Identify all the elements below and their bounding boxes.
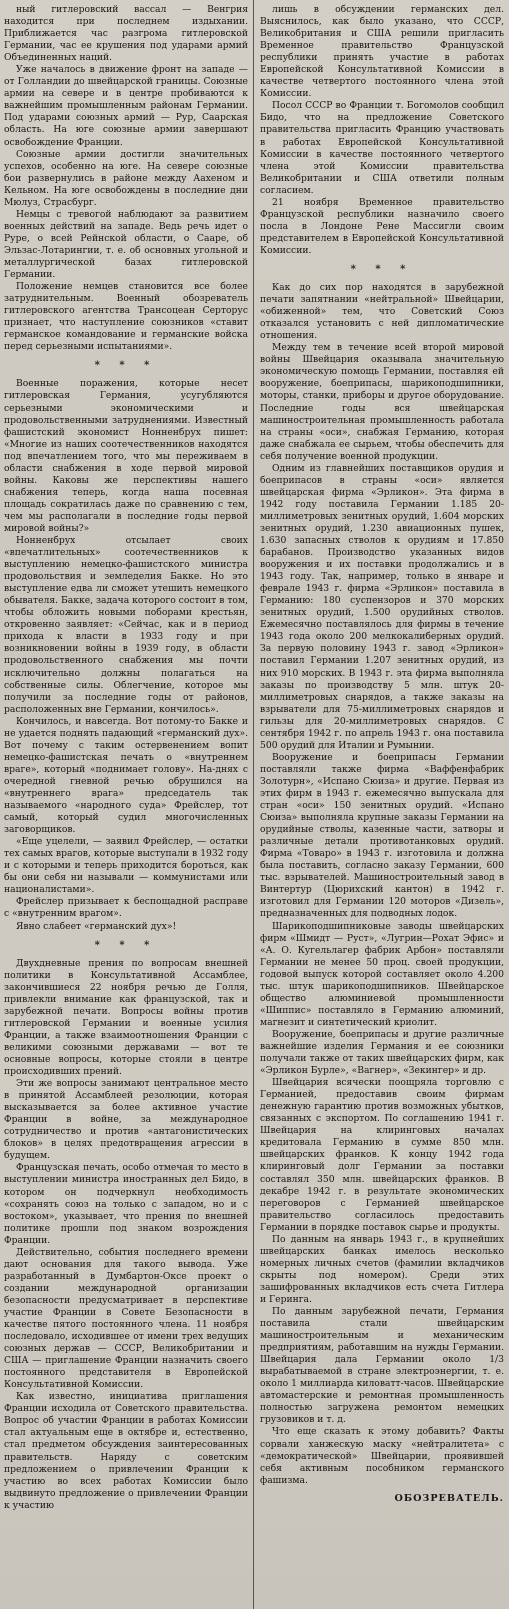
paragraph: ный гитлеровский вассал — Венгрия находится при последнем издыхании. Приближается час разгрома гитлеровской Германии, час ее крушения под ударами армий Объединенных наций. (4, 4, 248, 64)
paragraph: Явно слабеет «германский дух»! (16, 920, 177, 932)
paragraph: лишь в обсуждении германских дел. Выяснилось, как было указано, что СССР, Великобритания и США решили пригласить Временное правительство Французской республики принять участие в работах Европейской Консультативной Комиссии в качестве четвертого постоянного члена этой Комиссии. (260, 4, 504, 100)
paragraph: Французская печать, особо отмечая то место в выступлении министра иностранных дел Бидо, в котором он подчеркнул необходимость «сохранять союз на только с западом, но и с востоком», указывает, что прения по внешней политике прошли под знаком возрождения Франции. (4, 1162, 248, 1246)
paragraph: Союзные армии достигли значительных успехов, особенно на юге. На севере союзные бои развернулись в районе между Аахеном и Кельном. На юге освобождены в последние дни Мюлуз, Страсбург. (4, 148, 248, 208)
paragraph: Уже началось в движение фронт на западе — от Голландии до швейцарской границы. Союзные армии на севере и в центре пробиваются к важнейшим промышленным районам Германии. Под ударами союзных армий — Рур, Саарская область. На юге союзные армии завершают освобождение Франции. (4, 64, 248, 148)
section-separator: * * * (94, 939, 158, 951)
paragraph: Как известно, инициатива приглашения Франции исходила от Советского правительства. Вопрос об участии Франции в работах Комиссии стал актуальным еще в октябре и, естественно, стал предметом обсуждения заинтересованных правительств. Наряду с советским предложением о привлечении Франции к участию во всех работах Комиссии было выдвинуто предложение о привлечении Франции к участию (4, 1391, 248, 1511)
left-column (4, 4, 248, 1512)
paragraph: Немцы с тревогой наблюдают за развитием военных действий на западе. Ведь речь идет о Руре, о всей Рейнской области, о Сааре, об Эльзас-Лотарингии, т. е. об основных угольной и металлургической базах гитлеровской Германии. (4, 208, 248, 281)
section-separator: * * * (94, 360, 158, 372)
paragraph: Действительно, события последнего времени дают основания для такого вывода. Уже разработанный в Думбартон-Оксе проект о создании международной организации безопасности предусматривает в перспективе участие Франции в Совете Безопасности в качестве пятого постоянного члена. 11 ноября последовало, исходившее от имени трех ведущих союзных держав — СССР, Великобритании и США — приглашение Франции назначить своего постоянного представителя в Европейской Консультативной Комиссии. (4, 1246, 248, 1391)
paragraph: Как до сих пор находятся в зарубежной печати запятнании «нейтральной» Швейцарии, «обиженной» тем, что Советский Союз отказался установить с ней дипломатические отношения. (260, 282, 504, 342)
paragraph: Посол СССР во Франции т. Богомолов сообщил Бидо, что на предложение Советского правительства пригласить Францию участвовать в работах Европейской Консультативной Комиссии в качестве постоянного четвертого члена этой Комиссии правительства Великобритании и США ответили полным согласием. (260, 100, 504, 196)
paragraph: Шарикоподшипниковые заводы швейцарских фирм «Шмидт — Руст», «Лугрин—Рохат Эфис» и «А. О. Кугельлагер фабрик Арбон» поставляли Германии не менее 50 проц. своей продукции, годовой выпуск которой составляет около 4.200 тыс. штук шарикоподшипников. Швейцарское общество алюминиевой промышленности «Шиппис» поставляло в Германию алюминий, магнезит и синтетический криолит. (260, 920, 504, 1028)
paragraph: Что еще сказать к этому добавить? Факты сорвали ханжескую маску «нейтралитета» с «демократической» Швейцарии, проявившей себя активным пособником германского фашизма. (260, 1426, 504, 1486)
paragraph: Двухдневные прения по вопросам внешней политики в Консультативной Ассамблее, закончившиеся 22 ноября речью де Голля, привлекли внимание как французской, так и зарубежной печати. Вопросы войны против гитлеровской Германии и военные усилия Франции, а также взаимоотношения Франции с великими союзными державами — вот те основные вопросы, которые стояли в центре происходивших прений. (4, 957, 248, 1078)
paragraph: По данным зарубежной печати, Германия поставила стали швейцарским машиностроительным и механическим предприятиям, работавшим на нужды Германии. Швейцария дала Германии около 1/3 вырабатываемой в стране электроэнергии, т. е. около 1 миллиарда киловатт-часов. Швейцарские автомастерские и ремонтная промышленность полностью загружена ремонтом немецких грузовиков и т. д. (260, 1306, 504, 1426)
column-divider (253, 0, 254, 1609)
paragraph: По данным на январь 1943 г., в крупнейших швейцарских банках имелось несколько номерных личных счетов (фамилии вкладчиков скрыты под номером). Среди этих зашифрованных вкладчиков есть счета Гитлера и Геринга. (260, 1233, 504, 1305)
paragraph: Кончилось, и навсегда. Вот потому-то Бакке и не удается поднять падающий «германский дух». Вот почему с таким остервенением вопит немецко-фашистская печать о «внутреннем враге», который «поднимает голову». На-днях с очередной гневной речью обрушился на «внутреннего врага» председатель так называемого «народного суда» Фрейслер, тот самый, который судил многочисленных заговорщиков. (4, 715, 248, 836)
paragraph: Эти же вопросы занимают центральное место в принятой Ассамблеей резолюции, которая высказывается за более активное участие Франции в войне, за международное сотрудничество и против «антагонистических блоков» в целях предотвращения агрессии в будущем. (4, 1078, 248, 1162)
paragraph: Вооружение и боеприпасы Германии поставляли также фирма «Ваффенфабрик Золотурн», «Испано Сюиза» и другие. Первая из этих фирм в 1943 г. ежемесячно выпускала для стран «оси» 150 зенитных орудий. «Испано Сюиза» выполняла крупные заказы Германии на орудийные стволы, казенные части, затворы и различные детали противотанковых орудий. Фирма «Товаро» в 1943 г. изготовила и должна была поставить, согласно заказу Германии, 600 тыс. взрывателей. Машиностроительный завод в Винтертур (Цюрихский кантон) в 1942 г. изготовил для Германии 120 моторов «Дизель», предназначенных для подводных лодок. (260, 751, 504, 920)
section-separator: * * * (350, 263, 414, 275)
paragraph: 21 ноября Временное правительство Французской республики назначило своего посла в Лондоне Рене Массигли своим представителем в Европейской Консультативной Комиссии. (260, 196, 504, 256)
paragraph: Вооружение, боеприпасы и другие различные важнейшие изделия Германия и ее союзники получали также от таких швейцарских фирм, как «Эрликон Бурле», «Вагнер», «Зекингер» и др. (260, 1028, 504, 1077)
author-signature: ОБОЗРЕВАТЕЛЬ. (394, 1492, 504, 1504)
paragraph: Швейцария всячески поощряла торговлю с Германией, предоставив своим фирмам денежную гарантию против возможных убытков, связанных с экспортом. По соглашению 1941 г. Швейцария на клиринговых началах кредитовала Германию в сумме 850 млн. швейцарских франков. К концу 1942 года клиринговый долг Германии за поставки составлял 350 млн. швейцарских франков. В декабре 1942 г. в результате экономических переговоров с Германией швейцарское правительство согласилось предоставить Германии в порядке поставок сырье и продукты. (260, 1077, 504, 1233)
right-column (260, 4, 504, 1505)
paragraph: Фрейслер призывает к беспощадной расправе с «внутренним врагом». (4, 896, 248, 920)
paragraph: Военные поражения, которые несет гитлеровская Германия, усугубляются серьезными экономическими и продовольственными затруднениями. Известный фашистский экономист Нонненбрух пишет: «Многие из наших соотечественников находятся под впечатлением того, что мы переживаем в области снабжения в ходе первой мировой войны. Каковы же перспективы нашего снабжения теперь, когда наша посевная площадь сократилась даже по сравнению с тем, чем мы располагали в последние годы первой мировой войны?» (4, 378, 248, 534)
paragraph: Одним из главнейших поставщиков орудия и боеприпасов в страны «оси» является швейцарская фирма «Эрликон». Эта фирма в 1942 году поставила Германии 1.185 20-миллиметровых зенитных орудий, 1.604 морских зенитных орудий, 1.230 авиационных пушек, 1.630 запасных стволов к орудиям и 17.850 барабанов. Производство указанных видов вооружения и их поставки продолжались и в 1943 году. Так, например, только в январе и феврале 1943 г. фирма «Эрликон» поставила в Германию: 180 суспензоров и 370 морских зенитных орудий, 1.500 орудийных стволов. Ежемесячно поставлялось для фирмы в течение 1943 года около 200 мелкокалиберных орудий. За первую половину 1943 г. завод «Эрликон» поставил Германии 1.207 зенитных орудий, из них 910 морских. В 1943 г. эта фирма выполняла заказы по производству 5 млн. штук 20-миллиметровых снарядов, а также заказы на взрыватели для 75-миллиметровых снарядов и гильзы для 20-миллиметровых снарядов. С сентября 1942 г. по апрель 1943 г. она поставила 500 орудий для Италии и Румынии. (260, 462, 504, 751)
paragraph: Между тем в течение всей второй мировой войны Швейцария оказывала значительную экономическую помощь Германии, поставляя ей вооружение, боеприпасы, шарикоподшипники, моторы, станки, приборы и другое оборудование. Последние годы вся швейцарская машиностроительная промышленность работала на страны «оси», снабжая Германию, которая даже снабжала ее сырьем, чтобы обеспечить для себя получение военной продукции. (260, 342, 504, 462)
paragraph: Положение немцев становится все более затруднительным. Военный обозреватель гитлеровского агентства Трансоцеан Серторус признает, что наступление союзников «ставит германское командование и германские войска перед серьезными испытаниями». (4, 281, 248, 353)
paragraph: Нонненбрух отсылает своих «впечатлительных» соотечественников к выступлению немецко-фашистского министра продовольствия и земледелия Бакке. Но это выступление едва ли сможет утешить немецкого обывателя. Бакке, задача которого состоит в том, чтобы обложить новыми поборами крестьян, откровенно заявляет: «Сейчас, как и в период прихода к власти в 1933 году и при возникновении войны в 1939 году, в области продовольственного снабжения мы почти исключительно должны полагаться на собственные силы. Облегчение, которое мы получили за последние годы от районов, расположенных вне Германии, кончилось». (4, 535, 249, 715)
paragraph: «Еще уцелели, — заявил Фрейслер, — остатки тех самых врагов, которые выступали в 1932 году и с которыми и теперь приходится бороться, как бы они себя ни называли — коммунистами или националистами». (4, 836, 248, 896)
